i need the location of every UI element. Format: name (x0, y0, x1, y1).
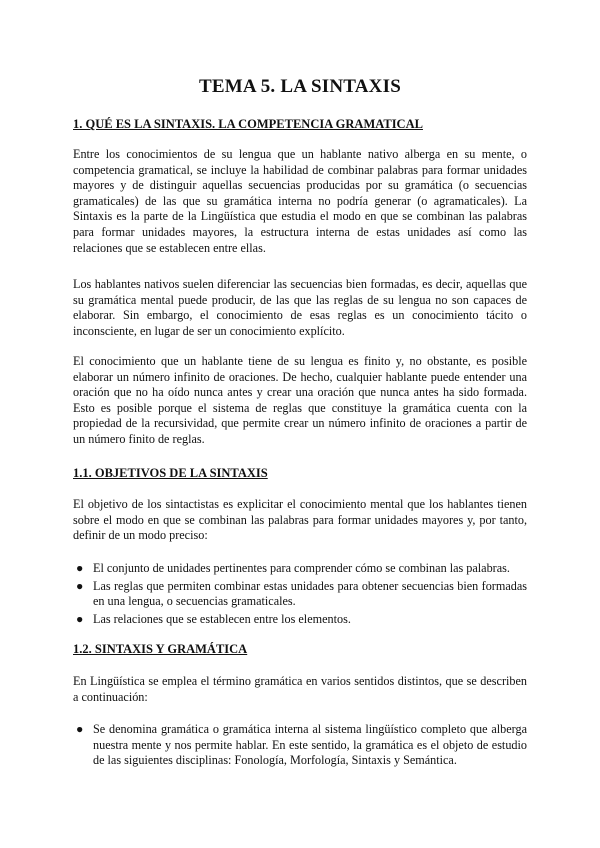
list-item (73, 722, 527, 769)
list-item (73, 612, 527, 628)
list-item (73, 561, 527, 577)
bullet-icon: ● (76, 561, 84, 575)
bullet-icon: ● (76, 722, 84, 736)
gramatica-list (73, 722, 527, 771)
page-title: TEMA 5. LA SINTAXIS (199, 76, 401, 97)
paragraph-sintaxis-gramatica: En Lingüística se emplea el término gramática en varios sentidos distintos, que se describen a continuación: (73, 674, 527, 704)
paragraph-competencia: Entre los conocimientos de su lengua que un hablante nativo alberga en su mente, o competencia gramatical, se incluye la habilidad de combinar palabras para formar unidades mayores y de distinguir aquellas secuencias producidas por su gramática (o secuencias gramaticales) de las que su gramática interna no podría generar (o agramaticales). La Sintaxis es la parte de la Lingüística que estudia el modo en que se combinan las palabras para formar unidades mayores, la estructura interna de estas unidades así como las relaciones que se establecen entre ellas. (73, 147, 527, 255)
list-item-text: Las relaciones que se establecen entre los elementos. (93, 611, 351, 626)
list-item-text: El conjunto de unidades pertinentes para comprender cómo se combinan las palabras. (93, 561, 510, 575)
paragraph-objetivos: El objetivo de los sintactistas es explicitar el conocimiento mental que los hablantes tienen sobre el modo en que se combinan las palabras para formar unidades mayores y, por tanto, definir de un modo preciso: (73, 497, 527, 543)
objetivos-list (73, 561, 527, 629)
paragraph-hablantes-nativos: Los hablantes nativos suelen diferenciar las secuencias bien formadas, es decir, aquellas que su gramática mental puede producir, de las que las reglas de su lengua no son capaces de elaborar. Sin embargo, el conocimiento de esas reglas es un conocimiento tácito o inconsciente, en lugar de ser un conocimiento explícito. (73, 277, 527, 338)
bullet-icon: ● (76, 578, 84, 593)
list-item-text: Las reglas que permiten combinar estas unidades para obtener secuencias bien formadas en una lengua, o secuencias gramaticales. (93, 578, 527, 609)
list-item-text: Se denomina gramática o gramática interna al sistema lingüístico completo que alberga nuestra mente y nos permite hablar. En este sentido, la gramática es el objeto de estudio de las siguientes disciplinas: Fonología, Morfología, Sintaxis y Semántica. (93, 722, 527, 768)
paragraph-recursividad: El conocimiento que un hablante tiene de su lengua es finito y, no obstante, es posible elaborar un número infinito de oraciones. De hecho, cualquier hablante puede entender una oración que no ha oído nunca antes y crear una oración que nunca antes ha sido formada. Esto es posible porque el sistema de reglas que constituye la gramática cuenta con la propiedad de la recursividad, que permite crear un número infinito de oraciones a partir de un número finito de reglas. (73, 354, 527, 446)
section-heading-1-1: 1.1. OBJETIVOS DE LA SINTAXIS (73, 466, 268, 480)
section-heading-1: 1. QUÉ ES LA SINTAXIS. LA COMPETENCIA GRAMATICAL (73, 117, 423, 131)
section-heading-1-2: 1.2. SINTAXIS Y GRAMÁTICA (73, 642, 248, 656)
list-item (73, 579, 527, 610)
bullet-icon: ● (76, 611, 84, 626)
